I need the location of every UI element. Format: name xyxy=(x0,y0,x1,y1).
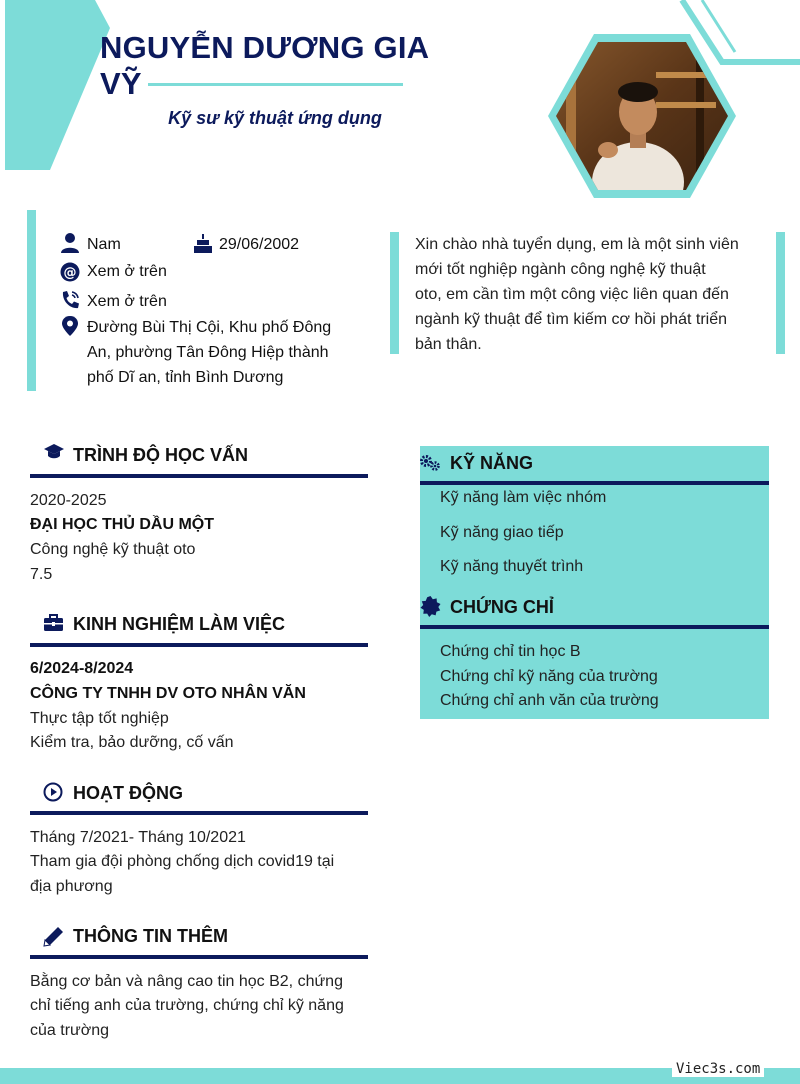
email-value: Xem ở trên xyxy=(87,263,167,280)
experience-period: 6/2024-8/2024 xyxy=(30,660,134,677)
additional-line: của trường xyxy=(30,1022,110,1039)
intro-line: Xin chào nhà tuyển dụng, em là một sinh viên xyxy=(415,236,739,253)
address-line-1: Đường Bùi Thị Cội, Khu phố Đông xyxy=(87,319,332,336)
location-pin-icon xyxy=(60,315,80,337)
pencil-icon xyxy=(43,926,64,947)
intro-line: mới tốt nghiệp ngành công nghệ kỹ thuật xyxy=(415,261,706,278)
phone-icon xyxy=(60,289,80,311)
skill-item: Kỹ năng thuyết trình xyxy=(440,558,584,575)
experience-company: CÔNG TY TNHH DV OTO NHÂN VĂN xyxy=(30,685,306,702)
activities-line: địa phương xyxy=(30,878,113,895)
certificate-item: Chứng chỉ anh văn của trường xyxy=(440,692,659,709)
candidate-name: NGUYỄN DƯƠNG GIA VỸ xyxy=(100,30,429,101)
additional-line: Bằng cơ bản và nâng cao tin học B2, chứng xyxy=(30,973,343,990)
birthday-value: 29/06/2002 xyxy=(219,236,300,253)
experience-title: KINH NGHIỆM LÀM VIỆC xyxy=(73,614,286,634)
site-brand: Viec3s.com xyxy=(672,1061,764,1077)
person-icon xyxy=(60,232,80,254)
education-period: 2020-2025 xyxy=(30,492,107,509)
address-line-3: phố Dĩ an, tỉnh Bình Dương xyxy=(87,369,284,386)
certificates-title: CHỨNG CHỈ xyxy=(450,597,554,617)
career-objective xyxy=(415,232,767,357)
skill-item: Kỹ năng làm việc nhóm xyxy=(440,489,607,506)
additional-title: THÔNG TIN THÊM xyxy=(73,926,228,946)
skills-rule xyxy=(420,481,769,485)
activities-period: Tháng 7/2021- Tháng 10/2021 xyxy=(30,829,246,846)
briefcase-icon xyxy=(43,614,64,632)
education-gpa: 7.5 xyxy=(30,566,53,583)
certificate-item: Chứng chỉ tin học B xyxy=(440,643,581,660)
certificates-rule xyxy=(420,625,769,629)
additional-line: chỉ tiếng anh của trường, chứng chỉ kỹ năng xyxy=(30,997,344,1014)
skill-item: Kỹ năng giao tiếp xyxy=(440,524,564,541)
intro-accent-bar-left xyxy=(390,232,399,354)
play-circle-icon xyxy=(43,782,63,802)
activities-title: HOẠT ĐỘNG xyxy=(73,783,183,803)
skills-title: KỸ NĂNG xyxy=(450,453,534,473)
education-rule xyxy=(30,474,368,478)
gender-value: Nam xyxy=(87,236,121,253)
phone-value: Xem ở trên xyxy=(87,293,167,310)
activities-rule xyxy=(30,811,368,815)
intro-line: oto, em cần tìm một công việc liên quan đến xyxy=(415,286,729,303)
certificate-item: Chứng chỉ kỹ năng của trường xyxy=(440,668,658,685)
job-title: Kỹ sư kỹ thuật ứng dụng xyxy=(168,108,382,128)
certificate-seal-icon xyxy=(420,596,441,617)
email-at-icon xyxy=(60,261,80,283)
intro-line: ngành kỹ thuật để tìm kiếm cơ hồi phát triển xyxy=(415,311,727,328)
gears-icon xyxy=(420,454,441,472)
education-major: Công nghệ kỹ thuật oto xyxy=(30,541,196,558)
experience-tasks: Kiểm tra, bảo dưỡng, cố vấn xyxy=(30,734,234,751)
svg-text:@: @ xyxy=(63,265,77,281)
experience-rule xyxy=(30,643,368,647)
education-school: ĐẠI HỌC THỦ DẦU MỘT xyxy=(30,516,214,533)
name-underline xyxy=(148,83,403,86)
experience-role: Thực tập tốt nghiệp xyxy=(30,710,169,727)
graduation-cap-icon xyxy=(43,443,65,461)
contact-accent-bar xyxy=(27,210,36,391)
education-title: TRÌNH ĐỘ HỌC VẤN xyxy=(73,445,248,465)
activities-line: Tham gia đội phòng chống dịch covid19 tại xyxy=(30,853,335,870)
additional-rule xyxy=(30,955,368,959)
address-line-2: An, phường Tân Đông Hiệp thành xyxy=(87,344,329,361)
intro-accent-bar-right xyxy=(776,232,785,354)
profile-photo xyxy=(546,32,738,200)
intro-line: bản thân. xyxy=(415,336,482,353)
birthday-cake-icon xyxy=(193,232,213,254)
